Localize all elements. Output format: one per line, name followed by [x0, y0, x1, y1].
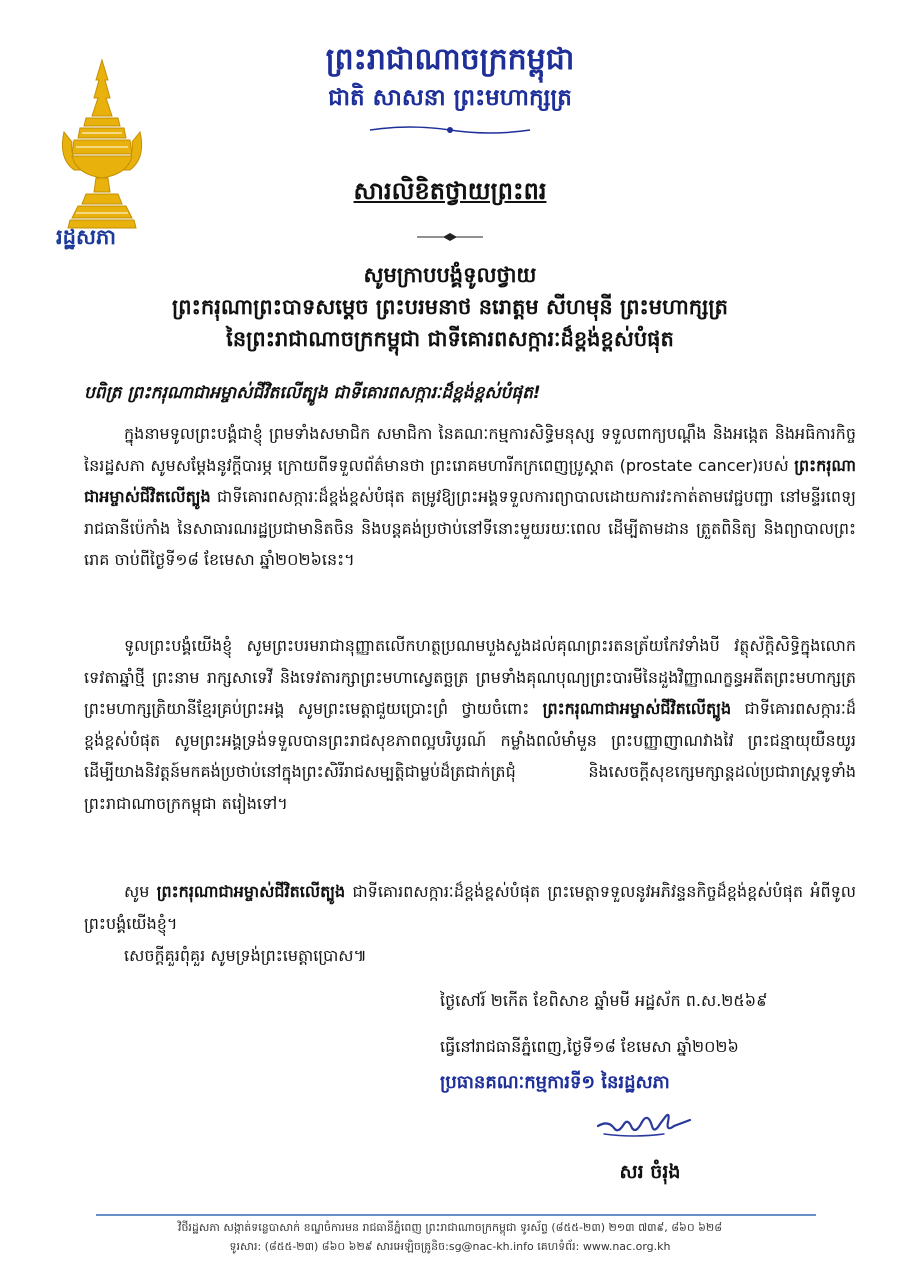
motto-ornament-icon: [360, 124, 540, 136]
address-line-3: នៃព្រះរាជាណាចក្រកម្ពុជា ជាទីគោរពសក្ការៈដ៏ខ្ពង់ខ្ពស់បំផុត: [226, 326, 674, 351]
salutation: បពិត្រ ព្រះករុណាជាអម្ចាស់ជីវិតលើត្បូង ជាទីគោរពសក្ការៈដ៏ខ្ពង់ខ្ពស់បំផុត!: [84, 383, 541, 403]
paragraph-3: [84, 876, 856, 939]
paragraph-2-honorific: ព្រះករុណាជាអម្ចាស់ជីវិតលើត្បូង: [542, 699, 732, 718]
paragraph-3-honorific: ព្រះករុណាជាអម្ចាស់ជីវិតលើត្បូង: [156, 882, 346, 901]
emblem-label: រដ្ឋសភា: [56, 225, 116, 249]
paragraph-1-text-a: ក្នុងនាមទូលព្រះបង្គំជាខ្ញុំ ព្រមទាំងសមាជិក សមាជិកា នៃគណៈកម្មការសិទ្ធិមនុស្ស ទទួលពាក្យបណ្តឹង និងអង្កេត និងអធិការកិច្ច នៃរដ្ឋសភា សូមសម្តែងនូវក្តីបារម្ភ ក្រោយពីទទួលព័ត៌មានថា ព្រះរោគមហារីកក្រពេញប្រូស្តាត (prostate cancer)របស់: [84, 424, 856, 475]
signer-name: សរ ចំរុង: [619, 1161, 681, 1183]
footer-contact: ទូរសារ: (៨៥៥-២៣) ៨៦០ ៦២៩ សារអេឡិចត្រូនិច:sg@nac-kh.info គេហទំព័រ: www.nac.org.kh: [229, 1240, 671, 1253]
kingdom-motto: ជាតិ សាសនា ព្រះមហាក្សត្រ: [328, 84, 572, 111]
paragraph-2: [84, 630, 856, 819]
closing-line: សេចក្តីគួរពុំគួរ សូមទ្រង់ព្រះមេត្តាប្រោស៕: [124, 946, 367, 965]
paragraph-2-text-a: ទូលព្រះបង្គំយើងខ្ញុំ សូមព្រះបរមរាជានុញ្ញាតលើកហត្ថប្រណមបួងសួងដល់គុណព្រះរតនត្រ័យកែវទាំងបី វត្ថុស័ក្តិសិទ្ធិក្នុងលោក ទេវតាឆ្នាំថ្មី ព្រះនាម រាក្សសាទេវី និងទេវតារក្សាព្រះមហាស្វេតច្ឆត្រ ព្រមទាំងគុណបុណ្យព្រះបារមីនៃដួងវិញ្ញាណក្ខន្ធអតីតព្រះមហាក្សត្រ ព្រះមហាក្សត្រិយានីខ្មែរគ្រប់ព្រះអង្គ សូមព្រះមេត្តាជួយប្រោះព្រំ ថ្វាយចំពោះ: [84, 636, 856, 718]
paragraph-1-text-b: ជាទីគោរពសក្ការៈដ៏ខ្ពង់ខ្ពស់បំផុត តម្រូវឱ្យព្រះអង្គទទួលការព្យាបាលដោយការវះកាត់តាមវេជ្ជបញ្ជា នៅមន្ទីរពេទ្យរាជធានីប៉េកាំង នៃសាធារណរដ្ឋប្រជាមានិតចិន និងបន្តគង់ប្រថាប់នៅទីនោះមួយរយៈពេល ដើម្បីតាមដាន ត្រួតពិនិត្យ និងព្យាបាលព្រះរោគ ចាប់ពីថ្ងៃទី១៨ ខែមេសា ឆ្នាំ២០២៦នេះ។: [84, 487, 856, 569]
document-title: សារលិខិតថ្វាយព្រះពរ: [353, 176, 547, 205]
signer-title: ប្រធានគណៈកម្មការទី១ នៃរដ្ឋសភា: [440, 1072, 670, 1093]
footer-divider: [96, 1214, 816, 1216]
address-line-1: សូមក្រាបបង្គំទូលថ្វាយ: [363, 262, 537, 287]
paragraph-2-text-b: ជាទីគោរពសក្ការៈដ៏ខ្ពង់ខ្ពស់បំផុត សូមព្រះអង្គទ្រង់ទទួលបានព្រះរាជសុខភាពល្អបរិបូរណ៍ កម្លាំងពលំមាំមួន ព្រះបញ្ញាញាណវាងវៃ ព្រះជន្មាយុយឺនយូរ ដើម្បីយាងនិវត្តន៍មកគង់ប្រថាប់នៅក្នុងព្រះសិរីរាជសម្បត្តិជាម្លប់ដ៏ត្រជាក់ត្រជុំ និងសេចក្តីសុខក្សេមក្សាន្តដល់ប្រជារាស្ត្រទូទាំងព្រះរាជាណាចក្រកម្ពុជា តរៀងទៅ។: [84, 699, 856, 813]
paragraph-3-text-b: ជាទីគោរពសក្ការៈដ៏ខ្ពង់ខ្ពស់បំផុត ព្រះមេត្តាទទួលនូវអភិវន្ទនកិច្ចដ៏ខ្ពង់ខ្ពស់បំផុត អំពីទូលព្រះបង្គំយើងខ្ញុំ។: [84, 882, 856, 933]
paragraph-3-text-a: សូម: [124, 882, 157, 901]
title-ornament-icon: [415, 232, 485, 242]
paragraph-1-honorific: ព្រះករុណាជាអម្ចាស់ជីវិតលើត្បូង: [84, 455, 856, 506]
kingdom-name: ព្រះរាជាណាចក្រកម្ពុជា: [325, 42, 575, 77]
address-line-2: ព្រះករុណាព្រះបាទសម្តេច ព្រះបរមនាថ នរោត្តម សីហមុនី ព្រះមហាក្សត្រ: [172, 294, 728, 319]
lunar-date: ថ្ងៃសៅរ៍ ២កើត ខែពិសាខ ឆ្នាំមមី អដ្ឋស័ក ព.ស.២៥៦៩: [440, 991, 768, 1010]
paragraph-1: [84, 418, 856, 576]
footer-address: វិថីរដ្ឋសភា សង្កាត់ទន្លេបាសាក់ ខណ្ឌចំការមន រាជធានីភ្នំពេញ ព្រះរាជាណាចក្រកម្ពុជា ទូរស័ព្ទ (៨៥៥-២៣) ២១៣ ៧៣៩, ៨៦០ ៦២៨: [177, 1221, 723, 1234]
handwritten-signature: [594, 1104, 694, 1148]
place-date: ធ្វើនៅរាជធានីភ្នំពេញ,ថ្ងៃទី១៨ ខែមេសា ឆ្នាំ២០២៦: [440, 1037, 739, 1056]
